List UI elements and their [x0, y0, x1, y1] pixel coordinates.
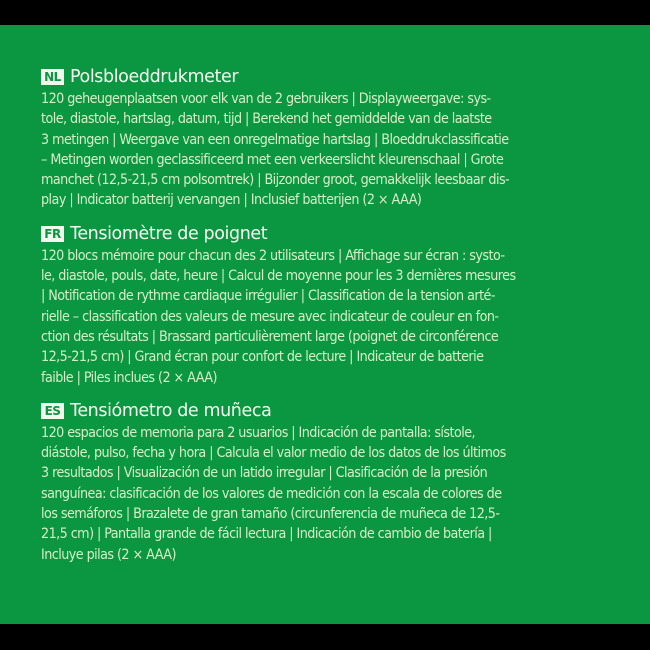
body-line: play | Indicator batterij vervangen | Inclusief batterijen (2 × AAA) — [41, 192, 422, 209]
body-line: le, diastole, pouls, date, heure | Calcul de moyenne pour les 3 dernières mesures — [41, 268, 516, 285]
body-line: faible | Piles inclues (2 × AAA) — [41, 369, 217, 386]
section-header-es — [41, 400, 611, 422]
body-line: 3 metingen | Weergave van een onregelmatige hartslag | Bloeddrukclassificatie — [41, 131, 509, 148]
body-line: 120 espacios de memoria para 2 usuarios | Indicación de pantalla: sístole, — [41, 424, 476, 441]
body-line: los semáforos | Brazalete de gran tamaño (circunferencia de muñeca de 12,5- — [41, 506, 500, 523]
language-badge-es-icon: ES — [41, 403, 64, 419]
section-title-nl: Polsbloeddrukmeter — [70, 67, 239, 87]
section-title-fr: Tensiomètre de poignet — [70, 223, 268, 244]
section-body-es — [41, 423, 611, 565]
body-line: tole, diastole, hartslag, datum, tijd | Berekend het gemiddelde van de laatste — [41, 111, 492, 128]
body-line: diástole, pulso, fecha y hora | Calcula el valor medio de los datos de los últimos — [41, 445, 506, 462]
section-fr — [41, 223, 611, 388]
body-line: | Notification de rythme cardiaque irrégulier | Classification de la tension arté- — [41, 288, 495, 305]
body-line: Incluye pilas (2 × AAA) — [41, 546, 176, 563]
body-line: 21,5 cm) | Pantalla grande de fácil lectura | Indicación de cambio de batería | — [41, 526, 492, 543]
body-line: 120 blocs mémoire pour chacun des 2 utilisateurs | Affichage sur écran : systo- — [41, 247, 505, 264]
section-es — [41, 400, 611, 565]
body-line: manchet (12,5-21,5 cm polsomtrek) | Bijzonder groot, gemakkelijk leesbaar dis- — [41, 172, 510, 189]
body-line: 120 geheugenplaatsen voor elk van de 2 gebruikers | Displayweergave: sys- — [41, 91, 491, 107]
body-line: rielle – classification des valeurs de mesure avec indicateur de couleur en fon- — [41, 308, 499, 325]
body-line: – Metingen worden geclassificeerd met een verkeerslicht kleurenschaal | Grote — [41, 151, 504, 168]
product-description — [41, 66, 611, 577]
language-badge-fr-icon: FR — [41, 226, 64, 242]
section-title-es: Tensiómetro de muñeca — [70, 400, 272, 421]
section-body-fr — [41, 246, 611, 388]
section-body-nl — [41, 89, 611, 211]
body-line: 12,5-21,5 cm) | Grand écran pour confort de lecture | Indicateur de batterie — [41, 349, 484, 366]
section-header-nl — [41, 66, 611, 88]
language-badge-nl-icon: NL — [41, 69, 64, 85]
body-line: sanguínea: clasificación de los valores de medición con la escala de colores de — [41, 485, 502, 502]
body-line: 3 resultados | Visualización de un latido irregular | Clasificación de la presión — [41, 465, 488, 482]
section-header-fr — [41, 223, 611, 245]
section-nl — [41, 66, 611, 211]
body-line: ction des résultats | Brassard particulièrement large (poignet de circonférence — [41, 328, 499, 345]
